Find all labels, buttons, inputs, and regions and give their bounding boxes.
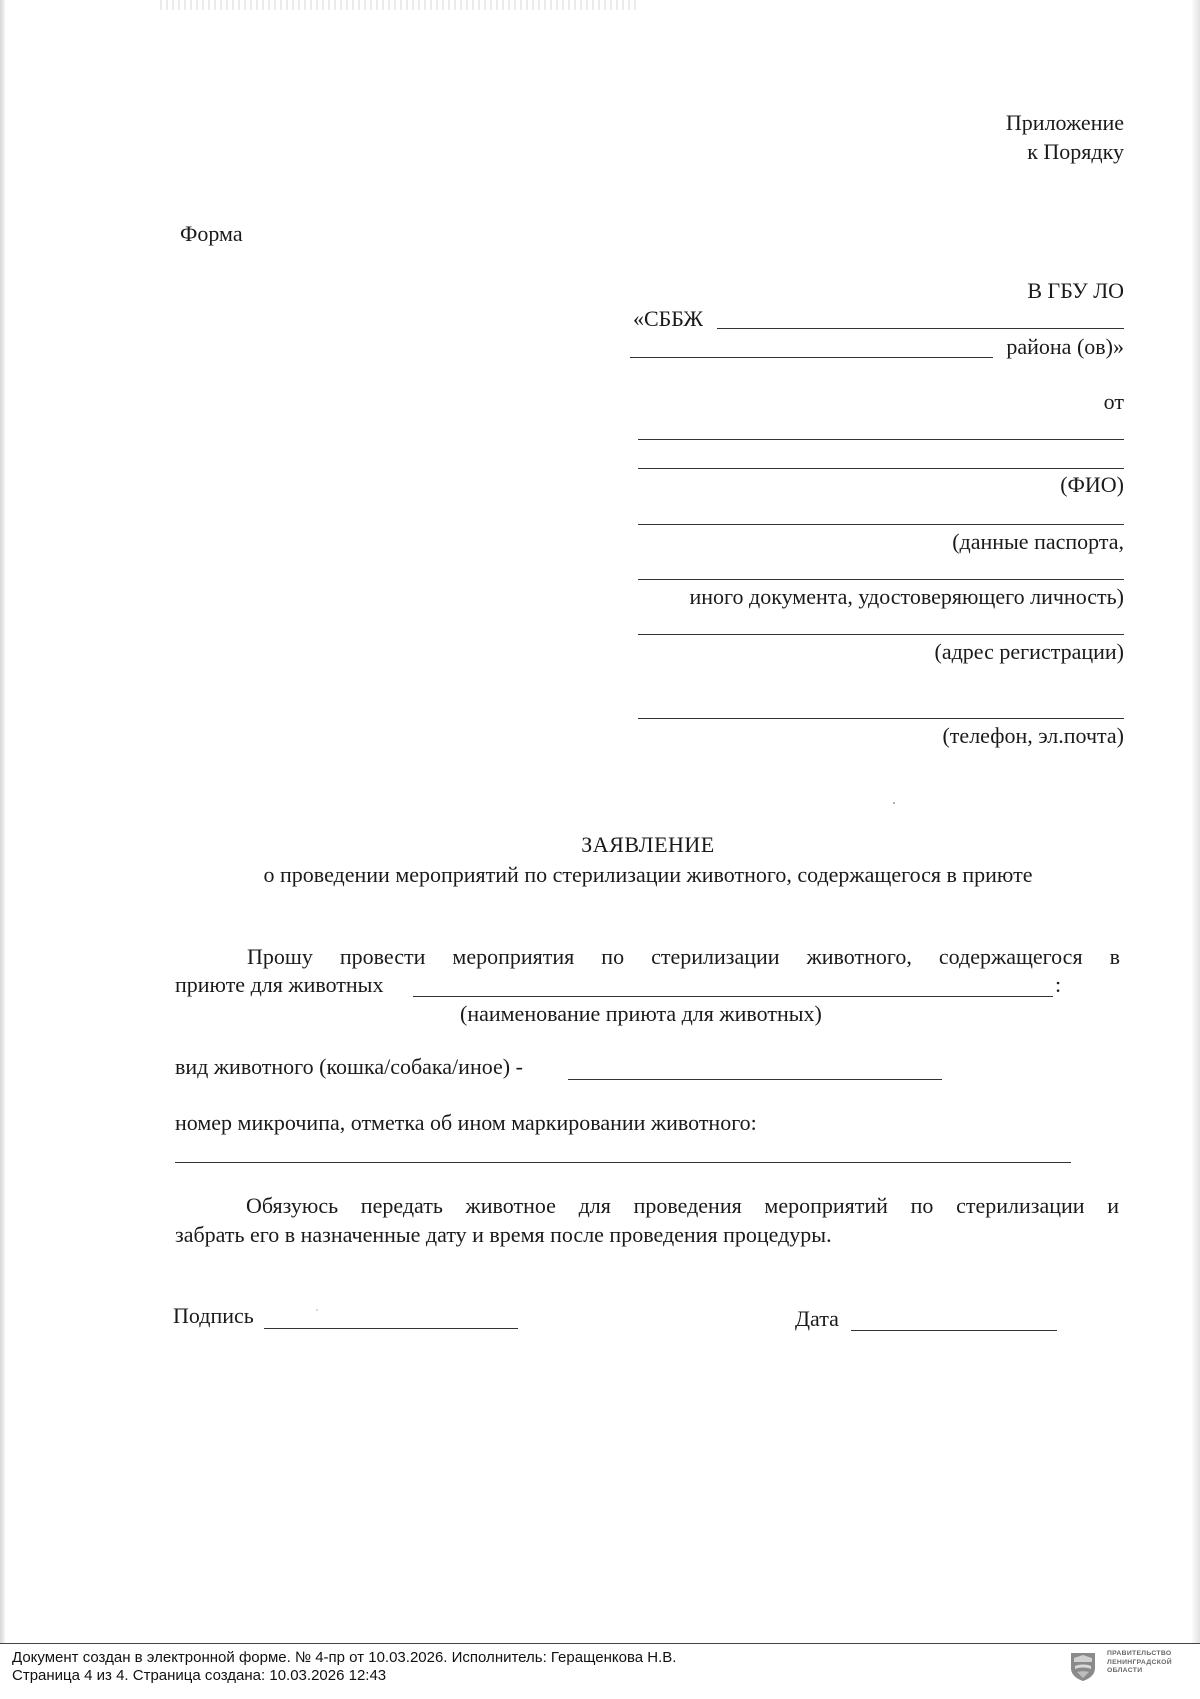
date-label: Дата xyxy=(795,1306,839,1331)
sbbzh-blank-line xyxy=(717,328,1124,329)
address-blank-line xyxy=(638,634,1124,635)
from-label: от xyxy=(1103,389,1124,414)
government-logo-text xyxy=(1107,1650,1172,1676)
scan-speck xyxy=(316,1309,318,1311)
address-caption: (адрес регистрации) xyxy=(934,639,1124,664)
footer-line-2: Страница 4 из 4. Страница создана: 10.03.2026 12:43 xyxy=(12,1667,387,1684)
scan-edge-right xyxy=(1192,0,1200,1648)
signature-blank-line xyxy=(264,1328,518,1329)
footer-line-1: Документ создан в электронной форме. № 4-пр от 10.03.2026. Исполнитель: Геращенкова Н.В. xyxy=(12,1649,677,1666)
passport-caption-2: иного документа, удостоверяющего личность) xyxy=(689,584,1124,609)
fio-blank-line-1 xyxy=(638,439,1124,440)
signature-label: Подпись xyxy=(173,1303,254,1328)
request-line-2-prefix: приюте для животных xyxy=(175,972,384,997)
district-blank-line xyxy=(630,357,993,358)
scan-edge-left xyxy=(0,0,5,1648)
passport-caption-1: (данные паспорта, xyxy=(952,529,1124,554)
form-label: Форма xyxy=(180,221,243,246)
request-line-1: Прошу провести мероприятия по стерилизации животного, содержащегося в xyxy=(247,944,1120,969)
leningrad-region-emblem-icon xyxy=(1070,1652,1096,1682)
scan-speck xyxy=(893,802,895,804)
contact-caption: (телефон, эл.почта) xyxy=(942,723,1124,748)
obligation-line-1: Обязуюсь передать животное для проведения мероприятий по стерилизации и xyxy=(246,1193,1119,1218)
appendix-line-2: к Порядку xyxy=(1027,139,1124,164)
date-blank-line xyxy=(851,1330,1057,1331)
scan-edge-top xyxy=(160,0,640,10)
passport-blank-line-1 xyxy=(638,524,1124,525)
animal-type-label: вид животного (кошка/собака/иное) - xyxy=(175,1054,523,1079)
fio-caption: (ФИО) xyxy=(1060,472,1124,497)
shelter-caption: (наименование приюта для животных) xyxy=(460,1001,822,1026)
addressee-line-3-suffix: района (ов)» xyxy=(1006,334,1124,359)
microchip-blank-line xyxy=(175,1162,1071,1163)
fio-blank-line-2 xyxy=(638,468,1124,469)
document-footer xyxy=(0,1643,1200,1699)
statement-title: ЗАЯВЛЕНИЕ xyxy=(581,832,715,857)
appendix-line-1: Приложение xyxy=(1005,110,1124,135)
contact-blank-line xyxy=(638,718,1124,719)
animal-type-blank-line xyxy=(568,1079,942,1080)
logo-text-line-3: ОБЛАСТИ xyxy=(1107,1667,1143,1675)
addressee-line-1: В ГБУ ЛО xyxy=(1027,278,1124,303)
passport-blank-line-2 xyxy=(638,579,1124,580)
request-line-2-suffix: : xyxy=(1055,972,1062,997)
obligation-line-2: забрать его в назначенные дату и время после проведения процедуры. xyxy=(175,1222,832,1247)
addressee-line-2-prefix: «СББЖ xyxy=(633,306,704,331)
statement-subtitle: о проведении мероприятий по стерилизации животного, содержащегося в приюте xyxy=(263,862,1033,887)
logo-text-line-2: ЛЕНИНГРАДСКОЙ xyxy=(1107,1658,1172,1666)
logo-text-line-1: ПРАВИТЕЛЬСТВО xyxy=(1107,1650,1172,1657)
shelter-blank-line xyxy=(413,996,1053,997)
microchip-label: номер микрочипа, отметка об ином маркировании животного: xyxy=(175,1110,757,1135)
